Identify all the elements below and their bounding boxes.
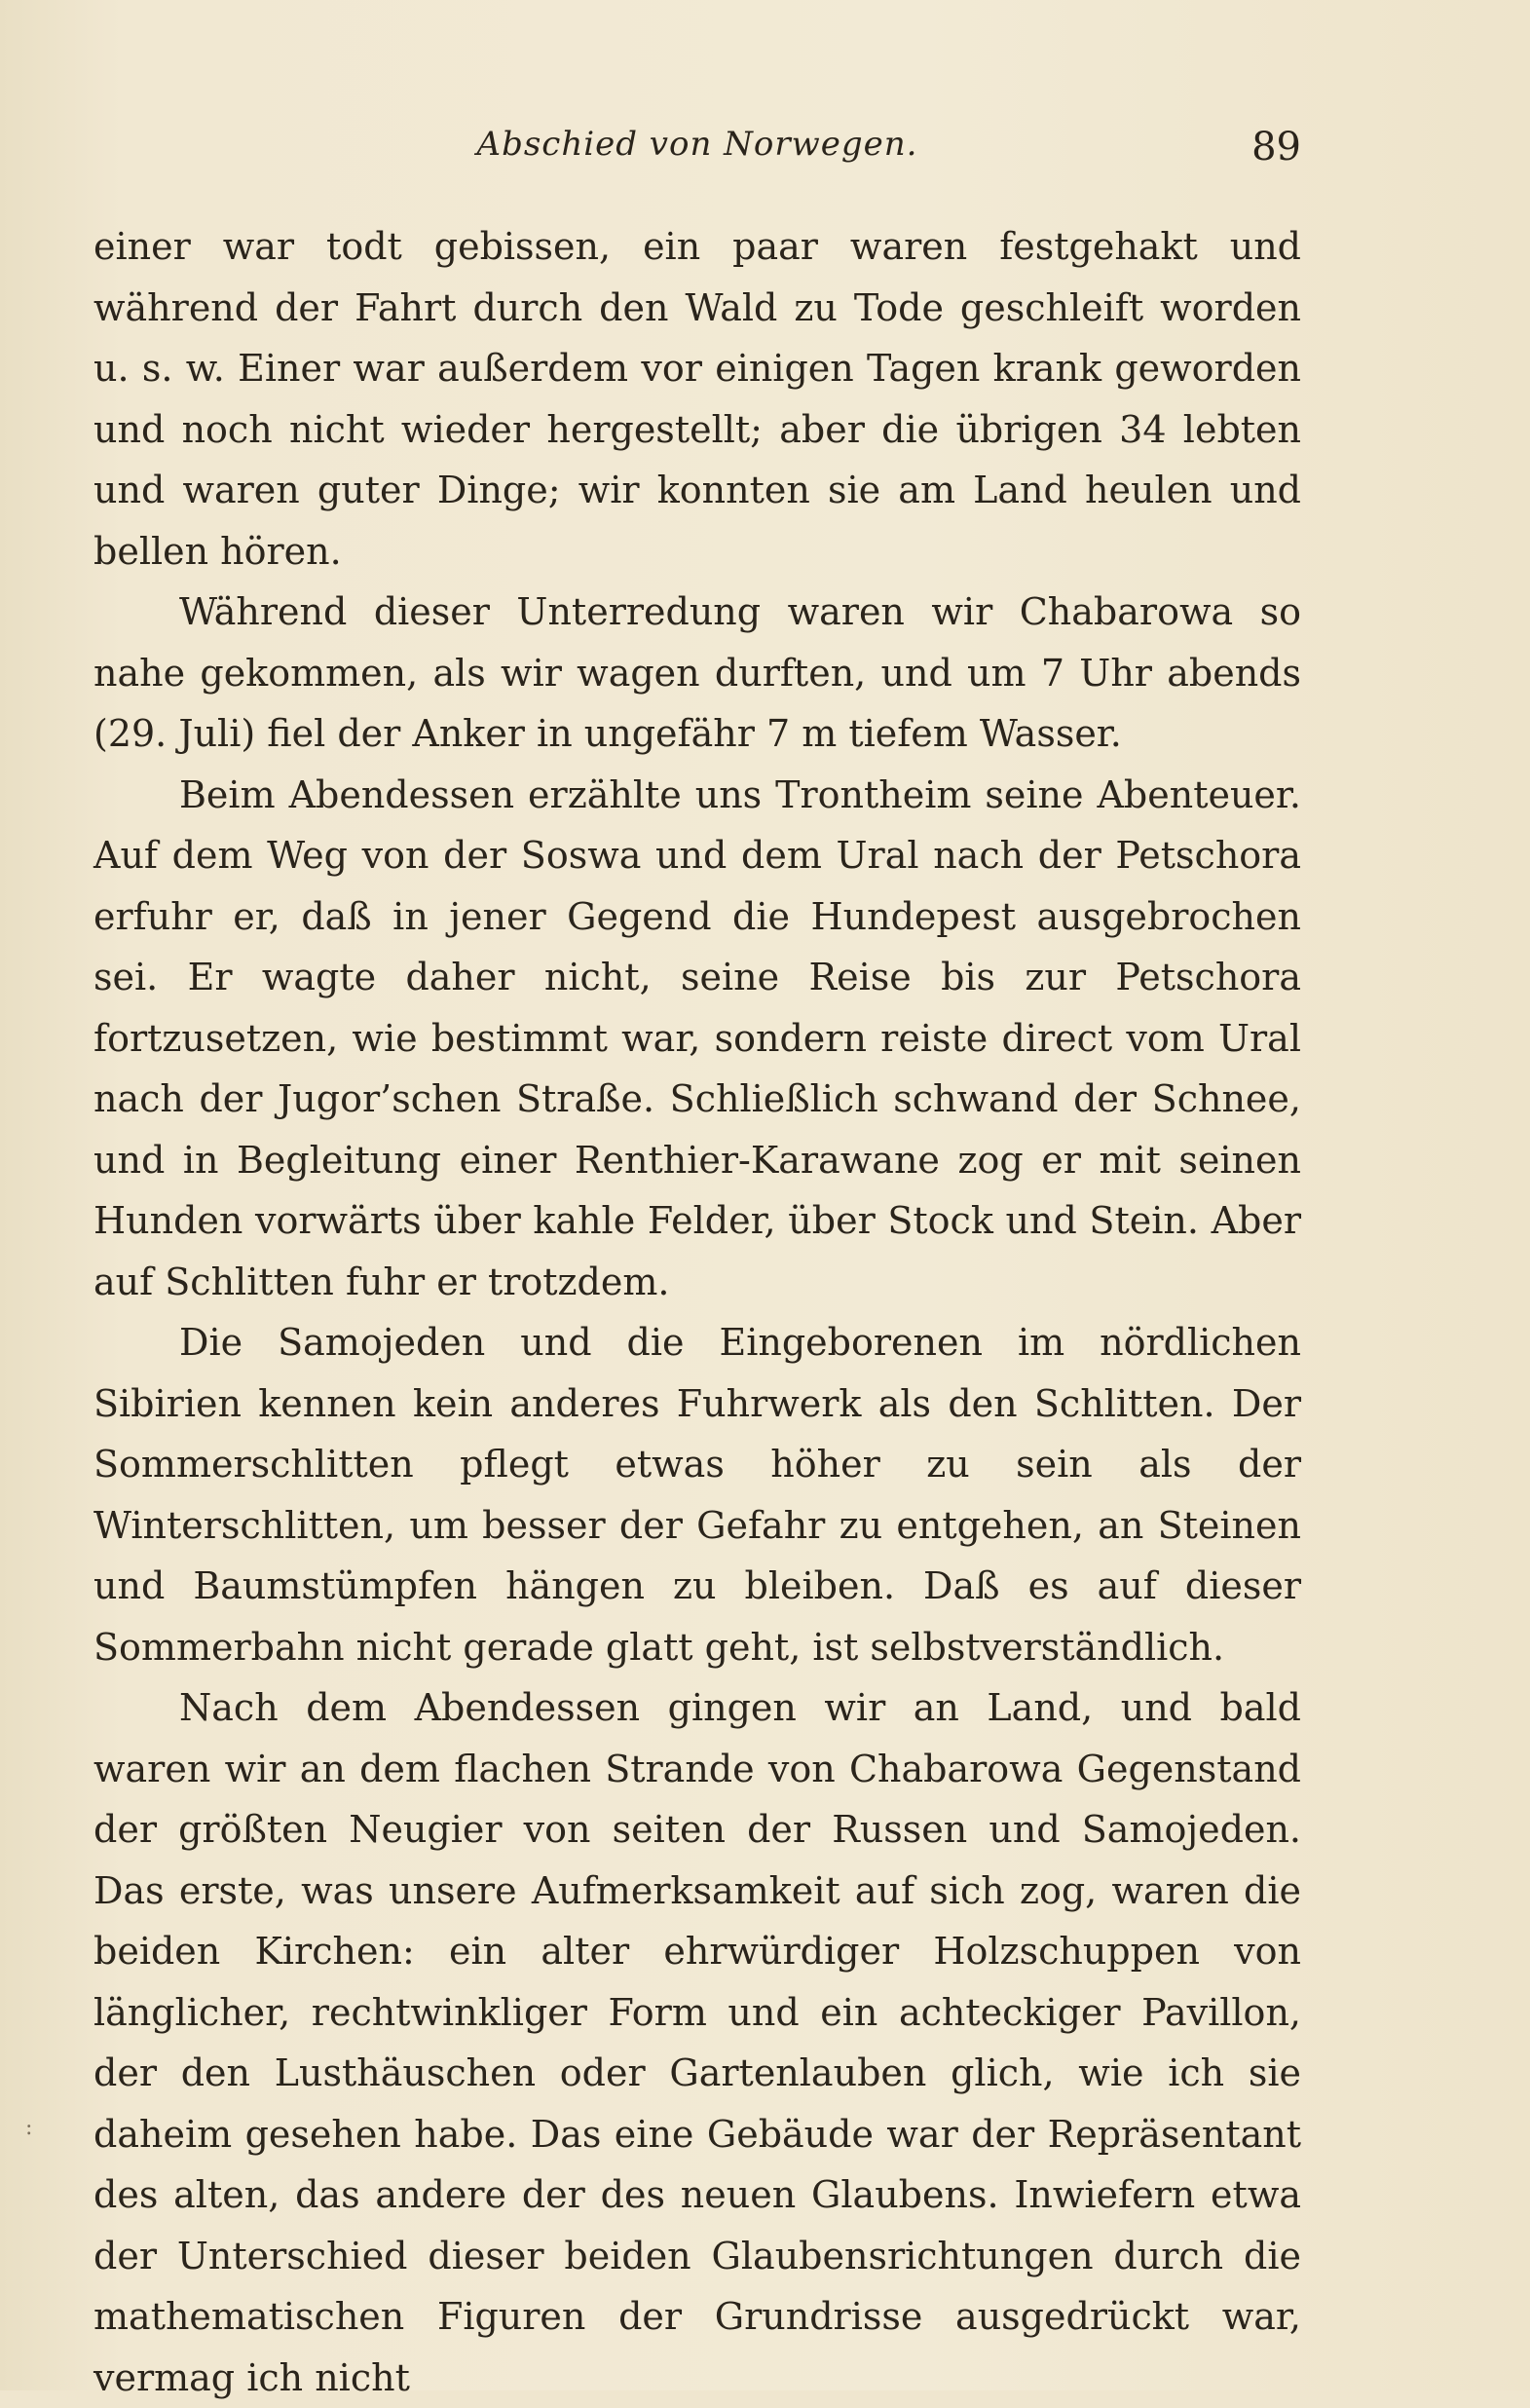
margin-mark: : [25, 2116, 33, 2140]
paragraph-2: Während dieser Unterredung waren wir Chabarowa so nahe gekommen, als wir wagen durften, und um 7 Uhr abends (29. Juli) fiel der Anker in ungefähr 7 m tiefem Wasser. [93, 590, 1301, 755]
paragraph-1: einer war todt gebissen, ein paar waren festgehakt und während der Fahrt durch den Wald zu Tode geschleift worden u. s. w. Einer war außerdem vor einigen Tagen krank geworden und noch nicht wieder hergestellt; aber die übrigen 34 lebten und waren guter Dinge; wir konnten sie am Land heulen und bellen hören. [93, 225, 1301, 573]
page-header [93, 125, 1301, 173]
body-text [93, 216, 1301, 2408]
paragraph-3: Beim Abendessen erzählte uns Trontheim seine Abenteuer. Auf dem Weg von der Soswa und dem Ural nach der Petschora erfuhr er, daß in jener Gegend die Hundepest ausgebrochen sei. Er wagte daher nicht, seine Reise bis zur Petschora fortzusetzen, wie bestimmt war, sondern reiste direct vom Ural nach der Jugor’schen Straße. Schließlich schwand der Schnee, und in Begleitung einer Renthier-Karawane zog er mit seinen Hunden vorwärts über kahle Felder, über Stock und Stein. Aber auf Schlitten fuhr er trotzdem. [93, 772, 1301, 1303]
paragraph-4: Die Samojeden und die Eingeborenen im nördlichen Sibirien kennen kein anderes Fuhrwerk als den Schlitten. Der Sommerschlitten pflegt etwas höher zu sein als der Winterschlitten, um besser der Gefahr zu entgehen, an Steinen und Baumstümpfen hängen zu bleiben. Daß es auf dieser Sommerbahn nicht gerade glatt geht, ist selbstverständlich. [93, 1321, 1301, 1669]
running-title: Abschied von Norwegen. [476, 125, 918, 164]
page-number: 89 [1251, 125, 1301, 169]
paragraph-5: Nach dem Abendessen gingen wir an Land, und bald waren wir an dem flachen Strande von Chabarowa Gegenstand der größten Neugier von seiten der Russen und Samojeden. Das erste, was unsere Aufmerksamkeit auf sich zog, waren die beiden Kirchen: ein alter ehrwürdiger Holzschuppen von länglicher, rechtwinkliger Form und ein achteckiger Pavillon, der den Lusthäuschen oder Gartenlauben glich, wie ich sie daheim gesehen habe. Das eine Gebäude war der Repräsentant des alten, das andere der des neuen Glaubens. Inwiefern etwa der Unterschied dieser beiden Glaubensrichtungen durch die mathematischen Figuren der Grundrisse ausgedrückt war, vermag ich nicht [93, 1686, 1301, 2399]
